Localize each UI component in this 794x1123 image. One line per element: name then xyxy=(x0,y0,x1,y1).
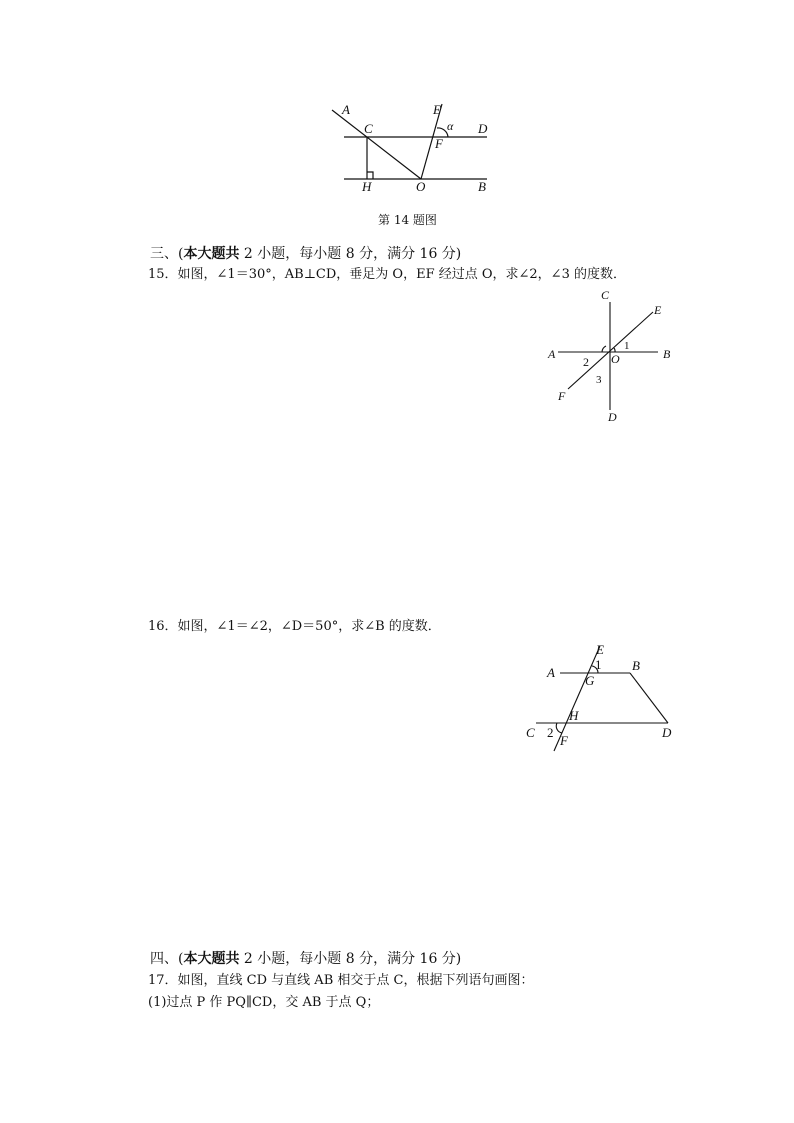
line-BD xyxy=(630,673,668,723)
label-A: A xyxy=(547,665,555,680)
label-H: H xyxy=(362,179,372,194)
label-alpha: α xyxy=(447,119,454,133)
section-4-num: 四、( xyxy=(150,951,184,967)
section-3-num: 三、( xyxy=(150,246,184,262)
angle-2-arc xyxy=(602,346,606,352)
label-A: A xyxy=(342,102,350,117)
section-3-bold: 本大题共 xyxy=(183,246,240,262)
figure-16 xyxy=(520,638,685,756)
section-3-rest: 2 小题，每小题 8 分，满分 16 分) xyxy=(239,246,462,262)
question-17: 17．如图，直线 CD 与直线 AB 相交于点 C，根据下列语句画图： xyxy=(148,973,534,988)
question-17-part-1: (1)过点 P 作 PQ∥CD，交 AB 于点 Q； xyxy=(148,995,380,1010)
label-O: O xyxy=(611,352,620,366)
label-F: F xyxy=(558,389,566,403)
label-1: 1 xyxy=(624,340,630,352)
label-E: E xyxy=(596,642,604,657)
figure-14-caption: 第 14 题图 xyxy=(378,213,437,227)
right-angle-mark xyxy=(367,172,373,179)
label-F: F xyxy=(560,733,568,748)
line-AO xyxy=(332,110,421,179)
label-C: C xyxy=(364,121,373,136)
label-G: G xyxy=(585,673,595,688)
label-C: C xyxy=(601,288,610,302)
label-D: D xyxy=(478,121,488,136)
section-4-heading xyxy=(150,951,461,967)
label-E: E xyxy=(654,303,662,317)
label-F: F xyxy=(435,136,443,151)
label-A: A xyxy=(548,347,556,361)
question-15: 15．如图，∠1＝30°，AB⊥CD，垂足为 O，EF 经过点 O，求∠2，∠3 的度数． xyxy=(148,267,626,282)
figure-14 xyxy=(320,96,510,202)
label-D: D xyxy=(662,725,672,740)
figure-15 xyxy=(540,286,680,428)
label-1: 1 xyxy=(595,657,602,672)
label-B: B xyxy=(632,658,640,673)
label-H: H xyxy=(569,708,579,723)
label-D: D xyxy=(608,410,617,424)
label-2: 2 xyxy=(583,355,589,369)
label-3: 3 xyxy=(596,374,602,386)
section-4-rest: 2 小题，每小题 8 分，满分 16 分) xyxy=(239,951,462,967)
question-16: 16．如图，∠1＝∠2，∠D＝50°，求∠B 的度数． xyxy=(148,619,441,634)
label-2: 2 xyxy=(547,725,554,740)
angle-2-arc xyxy=(556,723,562,733)
label-B: B xyxy=(663,347,671,361)
label-C: C xyxy=(526,725,535,740)
section-3-heading xyxy=(150,246,461,262)
label-B: B xyxy=(478,179,486,194)
section-4-bold: 本大题共 xyxy=(183,951,240,967)
label-E: E xyxy=(433,102,441,117)
label-O: O xyxy=(416,179,426,194)
